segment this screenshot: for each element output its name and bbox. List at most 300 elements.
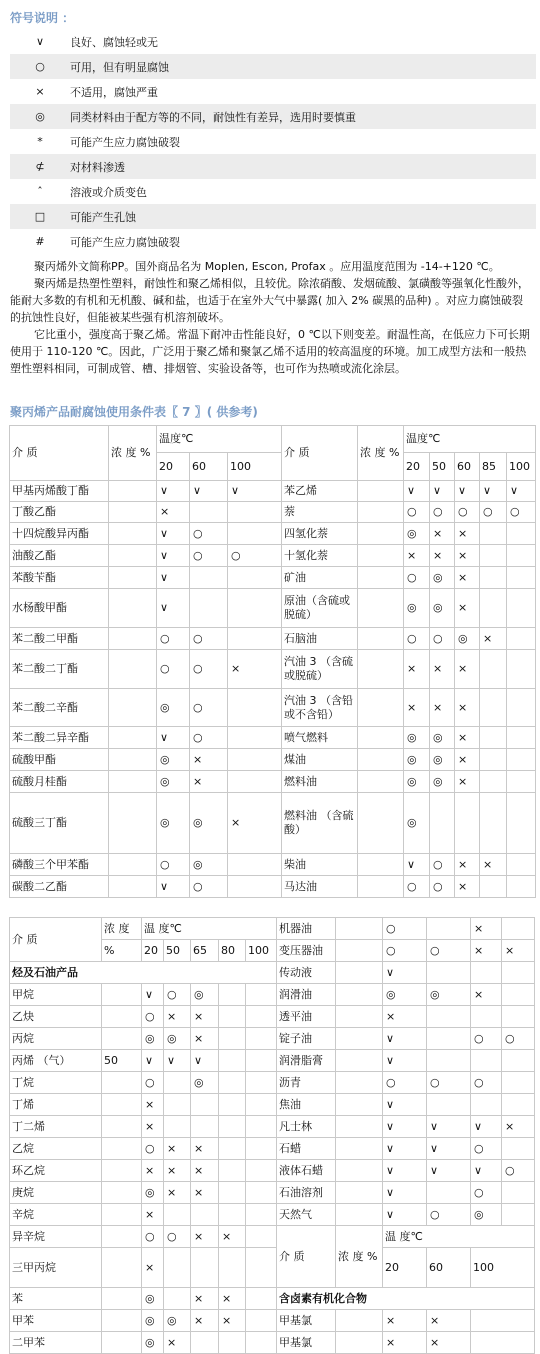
- concentration-cell: [336, 962, 383, 984]
- medium-name: 硫酸三丁酯: [10, 793, 109, 854]
- concentration-cell: [336, 1204, 383, 1226]
- rating-cell: [507, 567, 536, 589]
- rating-cell: [246, 984, 277, 1006]
- rating-cell: [471, 1050, 502, 1072]
- temperature-header: 50: [430, 453, 455, 481]
- rating-cell: ×: [455, 589, 480, 628]
- concentration-cell: [102, 1094, 142, 1116]
- concentration-cell: [109, 749, 157, 771]
- medium-name: 四氢化萘: [282, 523, 358, 545]
- rating-cell: ×: [455, 749, 480, 771]
- rating-cell: [471, 1006, 502, 1028]
- concentration-cell: [358, 523, 404, 545]
- legend-text: 不适用，腐蚀严重: [70, 85, 158, 99]
- corrosion-table-2: [9, 917, 535, 1354]
- concentration-cell: [336, 1182, 383, 1204]
- rating-cell: ×: [164, 1138, 191, 1160]
- rating-cell: [219, 1116, 246, 1138]
- rating-cell: ∨: [157, 523, 190, 545]
- rating-cell: [228, 689, 282, 727]
- table-row: [10, 589, 536, 628]
- concentration-cell: [336, 1310, 383, 1332]
- rating-cell: ×: [219, 1310, 246, 1332]
- rating-cell: [480, 876, 507, 898]
- rating-cell: ×: [471, 940, 502, 962]
- medium-name: 十四烷酸异丙酯: [10, 523, 109, 545]
- legend-symbol: □: [34, 210, 46, 223]
- rating-cell: ×: [430, 650, 455, 689]
- rating-cell: ○: [164, 1226, 191, 1248]
- concentration-cell: [109, 650, 157, 689]
- rating-cell: [190, 567, 228, 589]
- rating-cell: ○: [383, 918, 427, 940]
- table-row: [10, 650, 536, 689]
- column-header-medium: 介 质: [10, 426, 109, 481]
- table-row: [10, 502, 536, 523]
- concentration-cell: [102, 1248, 142, 1288]
- rating-cell: [191, 1248, 219, 1288]
- rating-cell: ×: [455, 876, 480, 898]
- table-row: [10, 567, 536, 589]
- rating-cell: ×: [191, 1006, 219, 1028]
- rating-cell: ◎: [157, 749, 190, 771]
- legend-text: 溶液或介质变色: [70, 185, 147, 199]
- rating-cell: ×: [142, 1248, 164, 1288]
- rating-cell: ○: [157, 628, 190, 650]
- column-header-concentration: 浓 度 %: [336, 1226, 383, 1288]
- rating-cell: ∨: [190, 481, 228, 502]
- temperature-header: 100: [507, 453, 536, 481]
- rating-cell: ×: [455, 854, 480, 876]
- rating-cell: [190, 589, 228, 628]
- legend-text: 良好、腐蚀轻或无: [70, 35, 158, 49]
- rating-cell: ×: [164, 1182, 191, 1204]
- legend-symbol: ○: [35, 60, 45, 73]
- rating-cell: [480, 689, 507, 727]
- column-header-concentration: 浓 度 %: [358, 426, 404, 481]
- rating-cell: [480, 793, 507, 854]
- table-row: [10, 1028, 535, 1050]
- rating-cell: ×: [142, 1116, 164, 1138]
- rating-cell: [507, 876, 536, 898]
- rating-cell: [191, 1332, 219, 1354]
- rating-cell: ○: [404, 628, 430, 650]
- rating-cell: ∨: [404, 481, 430, 502]
- concentration-cell: [109, 854, 157, 876]
- legend-text: 对材料渗透: [70, 160, 125, 174]
- percent-marker: %: [102, 940, 142, 962]
- rating-cell: [502, 984, 535, 1006]
- rating-cell: ○: [430, 502, 455, 523]
- rating-cell: ×: [190, 749, 228, 771]
- concentration-cell: [102, 1116, 142, 1138]
- rating-cell: ×: [164, 1160, 191, 1182]
- rating-cell: ◎: [142, 1310, 164, 1332]
- rating-cell: ×: [404, 689, 430, 727]
- table-row: [10, 523, 536, 545]
- medium-name: 甲烷: [10, 984, 102, 1006]
- rating-cell: ∨: [383, 962, 427, 984]
- legend-symbol: ∨: [35, 35, 45, 48]
- medium-name: 原油（含硫或脱硫）: [282, 589, 358, 628]
- table-row: [10, 793, 536, 854]
- table-row: [10, 749, 536, 771]
- rating-cell: ×: [430, 523, 455, 545]
- rating-cell: [219, 1248, 246, 1288]
- rating-cell: ○: [480, 502, 507, 523]
- legend-row: [10, 154, 536, 179]
- concentration-cell: [336, 940, 383, 962]
- legend-text: 可用，但有明显腐蚀: [70, 60, 169, 74]
- concentration-cell: [336, 1006, 383, 1028]
- rating-cell: ×: [427, 1310, 471, 1332]
- rating-cell: [219, 1160, 246, 1182]
- legend-symbol: ×: [35, 85, 45, 98]
- rating-cell: ×: [191, 1182, 219, 1204]
- rating-cell: [228, 628, 282, 650]
- legend-text: 可能产生应力腐蚀破裂: [70, 135, 180, 149]
- table-row: [10, 689, 536, 727]
- rating-cell: [480, 749, 507, 771]
- table-row: [10, 1138, 535, 1160]
- column-header-medium: 介 质: [282, 426, 358, 481]
- rating-cell: ◎: [164, 1028, 191, 1050]
- rating-cell: [507, 771, 536, 793]
- medium-name: 凡士林: [277, 1116, 336, 1138]
- medium-name: 甲基氯: [277, 1332, 336, 1354]
- medium-name: 甲基氯: [277, 1310, 336, 1332]
- rating-cell: ∨: [157, 589, 190, 628]
- rating-cell: ○: [142, 1072, 164, 1094]
- medium-name: 燃料油 （含硫酸）: [282, 793, 358, 854]
- medium-name: 润滑油: [277, 984, 336, 1006]
- section-heading: 烃及石油产品: [10, 962, 277, 984]
- rating-cell: ×: [219, 1288, 246, 1310]
- rating-cell: ◎: [157, 793, 190, 854]
- temperature-header: 100: [471, 1248, 535, 1288]
- rating-cell: ∨: [142, 984, 164, 1006]
- rating-cell: ◎: [404, 589, 430, 628]
- medium-name: 石蜡: [277, 1138, 336, 1160]
- medium-name: 硫酸甲酯: [10, 749, 109, 771]
- rating-cell: [471, 962, 502, 984]
- medium-name: 异辛烷: [10, 1226, 102, 1248]
- rating-cell: ×: [191, 1160, 219, 1182]
- rating-cell: ×: [164, 1332, 191, 1354]
- medium-name: 乙炔: [10, 1006, 102, 1028]
- concentration-cell: [358, 876, 404, 898]
- rating-cell: ◎: [404, 793, 430, 854]
- medium-name: 燃料油: [282, 771, 358, 793]
- concentration-cell: [102, 1160, 142, 1182]
- medium-name: 丙烯 （气）: [10, 1050, 102, 1072]
- rating-cell: ○: [142, 1006, 164, 1028]
- rating-cell: ○: [455, 502, 480, 523]
- rating-cell: [219, 1138, 246, 1160]
- rating-cell: ◎: [157, 771, 190, 793]
- concentration-cell: [109, 771, 157, 793]
- rating-cell: [246, 1094, 277, 1116]
- legend-row: [10, 79, 536, 104]
- rating-cell: [471, 1094, 502, 1116]
- rating-cell: ×: [455, 727, 480, 749]
- rating-cell: [164, 1248, 191, 1288]
- concentration-cell: [109, 628, 157, 650]
- rating-cell: ×: [191, 1226, 219, 1248]
- medium-name: 天然气: [277, 1204, 336, 1226]
- concentration-cell: [102, 1226, 142, 1248]
- concentration-cell: [109, 589, 157, 628]
- rating-cell: [427, 918, 471, 940]
- rating-cell: ○: [190, 727, 228, 749]
- rating-cell: [246, 1160, 277, 1182]
- rating-cell: ∨: [383, 1094, 427, 1116]
- medium-name: 石脑油: [282, 628, 358, 650]
- rating-cell: [219, 1332, 246, 1354]
- rating-cell: [507, 589, 536, 628]
- legend-row: [10, 104, 536, 129]
- rating-cell: ○: [471, 1138, 502, 1160]
- medium-name: 汽油 3 （含硫或脱硫）: [282, 650, 358, 689]
- rating-cell: ∨: [427, 1116, 471, 1138]
- rating-cell: ∨: [507, 481, 536, 502]
- rating-cell: [228, 727, 282, 749]
- concentration-cell: [358, 502, 404, 523]
- medium-name: 机器油: [277, 918, 336, 940]
- rating-cell: [228, 771, 282, 793]
- column-header-temperature: 温度℃: [157, 426, 282, 453]
- rating-cell: ×: [455, 650, 480, 689]
- rating-cell: ◎: [190, 854, 228, 876]
- concentration-cell: 50: [102, 1050, 142, 1072]
- rating-cell: [228, 567, 282, 589]
- medium-name: 环乙烷: [10, 1160, 102, 1182]
- rating-cell: [191, 1094, 219, 1116]
- rating-cell: ○: [427, 1204, 471, 1226]
- temperature-header: 65: [191, 940, 219, 962]
- rating-cell: ×: [191, 1288, 219, 1310]
- rating-cell: ∨: [157, 876, 190, 898]
- rating-cell: [507, 793, 536, 854]
- rating-cell: [480, 771, 507, 793]
- legend-symbol: ˆ: [37, 185, 43, 198]
- medium-name: 苯: [10, 1288, 102, 1310]
- rating-cell: ◎: [427, 984, 471, 1006]
- medium-name: 煤油: [282, 749, 358, 771]
- rating-cell: ×: [480, 628, 507, 650]
- description-text: [10, 258, 532, 377]
- temperature-header: 85: [480, 453, 507, 481]
- legend-text: 可能产生孔蚀: [70, 210, 136, 224]
- medium-name: 硫酸月桂酯: [10, 771, 109, 793]
- table-row: [10, 1006, 535, 1028]
- concentration-cell: [102, 1182, 142, 1204]
- table-row: [10, 1160, 535, 1182]
- rating-cell: ∨: [383, 1028, 427, 1050]
- rating-cell: [502, 918, 535, 940]
- temperature-header: 20: [157, 453, 190, 481]
- rating-cell: ×: [502, 940, 535, 962]
- rating-cell: ○: [471, 1072, 502, 1094]
- rating-cell: ∨: [383, 1182, 427, 1204]
- temperature-header: 20: [142, 940, 164, 962]
- rating-cell: [164, 1288, 191, 1310]
- rating-cell: [228, 749, 282, 771]
- rating-cell: [471, 1332, 535, 1354]
- paragraph: 聚丙烯是热塑性塑料，耐蚀性和聚乙烯相似，且较优。除浓硝酸、发烟硫酸、氯磺酸等强氧化性酸外，能耐大多数的有机和无机酸、碱和盐，也适于在室外大气中暴露( 加入 2% 碳黑的品种) 。对应力腐蚀破裂的抗蚀性良好，但能被某些强有机溶剂破坏。: [10, 277, 529, 324]
- rating-cell: ○: [157, 854, 190, 876]
- temperature-header: 100: [246, 940, 277, 962]
- rating-cell: ∨: [427, 1160, 471, 1182]
- rating-cell: ○: [430, 854, 455, 876]
- rating-cell: [427, 1006, 471, 1028]
- temperature-header: 50: [164, 940, 191, 962]
- rating-cell: ×: [157, 502, 190, 523]
- concentration-cell: [336, 984, 383, 1006]
- temperature-header: 60: [455, 453, 480, 481]
- rating-cell: ◎: [430, 727, 455, 749]
- concentration-cell: [102, 1072, 142, 1094]
- legend-row: [10, 129, 536, 154]
- rating-cell: [246, 1332, 277, 1354]
- table-row: [10, 481, 536, 502]
- rating-cell: ○: [190, 650, 228, 689]
- rating-cell: ×: [383, 1332, 427, 1354]
- medium-name: 水杨酸甲酯: [10, 589, 109, 628]
- table-row: [10, 1182, 535, 1204]
- medium-name: 苯二酸二异辛酯: [10, 727, 109, 749]
- concentration-cell: [102, 1332, 142, 1354]
- rating-cell: [228, 854, 282, 876]
- table-row: [10, 1204, 535, 1226]
- rating-cell: [480, 523, 507, 545]
- rating-cell: ○: [157, 650, 190, 689]
- temperature-header: 20: [404, 453, 430, 481]
- concentration-cell: [336, 1050, 383, 1072]
- rating-cell: ○: [427, 940, 471, 962]
- rating-cell: ◎: [430, 749, 455, 771]
- table-row: [10, 918, 535, 940]
- rating-cell: ◎: [142, 1028, 164, 1050]
- rating-cell: [507, 628, 536, 650]
- rating-cell: ◎: [142, 1288, 164, 1310]
- rating-cell: ×: [471, 984, 502, 1006]
- medium-name: 丙烷: [10, 1028, 102, 1050]
- rating-cell: ◎: [430, 771, 455, 793]
- concentration-cell: [358, 793, 404, 854]
- rating-cell: [228, 876, 282, 898]
- rating-cell: ○: [404, 502, 430, 523]
- table-row: [10, 1310, 535, 1332]
- medium-name: 甲基丙烯酸丁酯: [10, 481, 109, 502]
- rating-cell: [246, 1050, 277, 1072]
- rating-cell: ×: [404, 650, 430, 689]
- table-row: [10, 1248, 535, 1288]
- rating-cell: [246, 1116, 277, 1138]
- temperature-header: 20: [383, 1248, 427, 1288]
- paragraph: 它比重小，强度高于聚乙烯。常温下耐冲击性能良好，0 ℃以下则变差。耐温性高，在低应力下可长期使用于 110-120 ℃。因此，广泛用于聚乙烯和聚氯乙烯不适用的较高温度的环境。加工成型方法和一般热塑性塑料相同，可制成管、槽、排烟管、实验设备等，也可作为热喷或流化涂层。: [10, 328, 530, 375]
- concentration-cell: [109, 567, 157, 589]
- rating-cell: [480, 589, 507, 628]
- rating-cell: ∨: [480, 481, 507, 502]
- medium-name: 苯酸苄酯: [10, 567, 109, 589]
- rating-cell: ×: [455, 689, 480, 727]
- rating-cell: ×: [471, 918, 502, 940]
- medium-name: 透平油: [277, 1006, 336, 1028]
- rating-cell: [507, 727, 536, 749]
- rating-cell: [507, 545, 536, 567]
- rating-cell: ∨: [383, 1116, 427, 1138]
- rating-cell: [480, 545, 507, 567]
- medium-name: 苯乙烯: [282, 481, 358, 502]
- rating-cell: [480, 727, 507, 749]
- rating-cell: [219, 1204, 246, 1226]
- medium-name: 庚烷: [10, 1182, 102, 1204]
- table-row: [10, 876, 536, 898]
- concentration-cell: [102, 1204, 142, 1226]
- rating-cell: ∨: [471, 1116, 502, 1138]
- medium-name: 十氢化萘: [282, 545, 358, 567]
- legend-symbol: ⊄: [35, 160, 45, 173]
- table-row: [10, 628, 536, 650]
- rating-cell: [502, 1072, 535, 1094]
- concentration-cell: [336, 1160, 383, 1182]
- medium-name: 石油溶剂: [277, 1182, 336, 1204]
- table-row: [10, 1072, 535, 1094]
- rating-cell: ×: [455, 771, 480, 793]
- concentration-cell: [102, 1310, 142, 1332]
- rating-cell: ○: [190, 689, 228, 727]
- rating-cell: ○: [383, 940, 427, 962]
- concentration-cell: [336, 1094, 383, 1116]
- medium-name: 磷酸三个甲苯酯: [10, 854, 109, 876]
- medium-name: 油酸乙酯: [10, 545, 109, 567]
- rating-cell: [246, 1204, 277, 1226]
- medium-name: 苯二酸二甲酯: [10, 628, 109, 650]
- concentration-cell: [102, 1288, 142, 1310]
- medium-name: 丁烯: [10, 1094, 102, 1116]
- rating-cell: [455, 793, 480, 854]
- column-header-temperature: 温 度℃: [383, 1226, 535, 1248]
- rating-cell: [502, 1094, 535, 1116]
- rating-cell: [507, 689, 536, 727]
- rating-cell: ∨: [383, 1138, 427, 1160]
- rating-cell: [480, 567, 507, 589]
- rating-cell: [430, 793, 455, 854]
- concentration-cell: [336, 1138, 383, 1160]
- rating-cell: [219, 1072, 246, 1094]
- rating-cell: ∨: [157, 481, 190, 502]
- legend-row: [10, 54, 536, 79]
- rating-cell: [480, 650, 507, 689]
- table-row: [10, 545, 536, 567]
- legend-list: [10, 29, 536, 254]
- table-row: [10, 771, 536, 793]
- rating-cell: ◎: [142, 1332, 164, 1354]
- rating-cell: [427, 1182, 471, 1204]
- legend-title: 符号说明 ：: [10, 11, 75, 25]
- rating-cell: [502, 1138, 535, 1160]
- concentration-cell: [102, 1006, 142, 1028]
- medium-name: 矿油: [282, 567, 358, 589]
- temperature-header: 60: [427, 1248, 471, 1288]
- legend-row: [10, 179, 536, 204]
- temperature-header: 60: [190, 453, 228, 481]
- rating-cell: ○: [471, 1028, 502, 1050]
- rating-cell: ×: [480, 854, 507, 876]
- rating-cell: [502, 1204, 535, 1226]
- legend-symbol: *: [37, 135, 43, 148]
